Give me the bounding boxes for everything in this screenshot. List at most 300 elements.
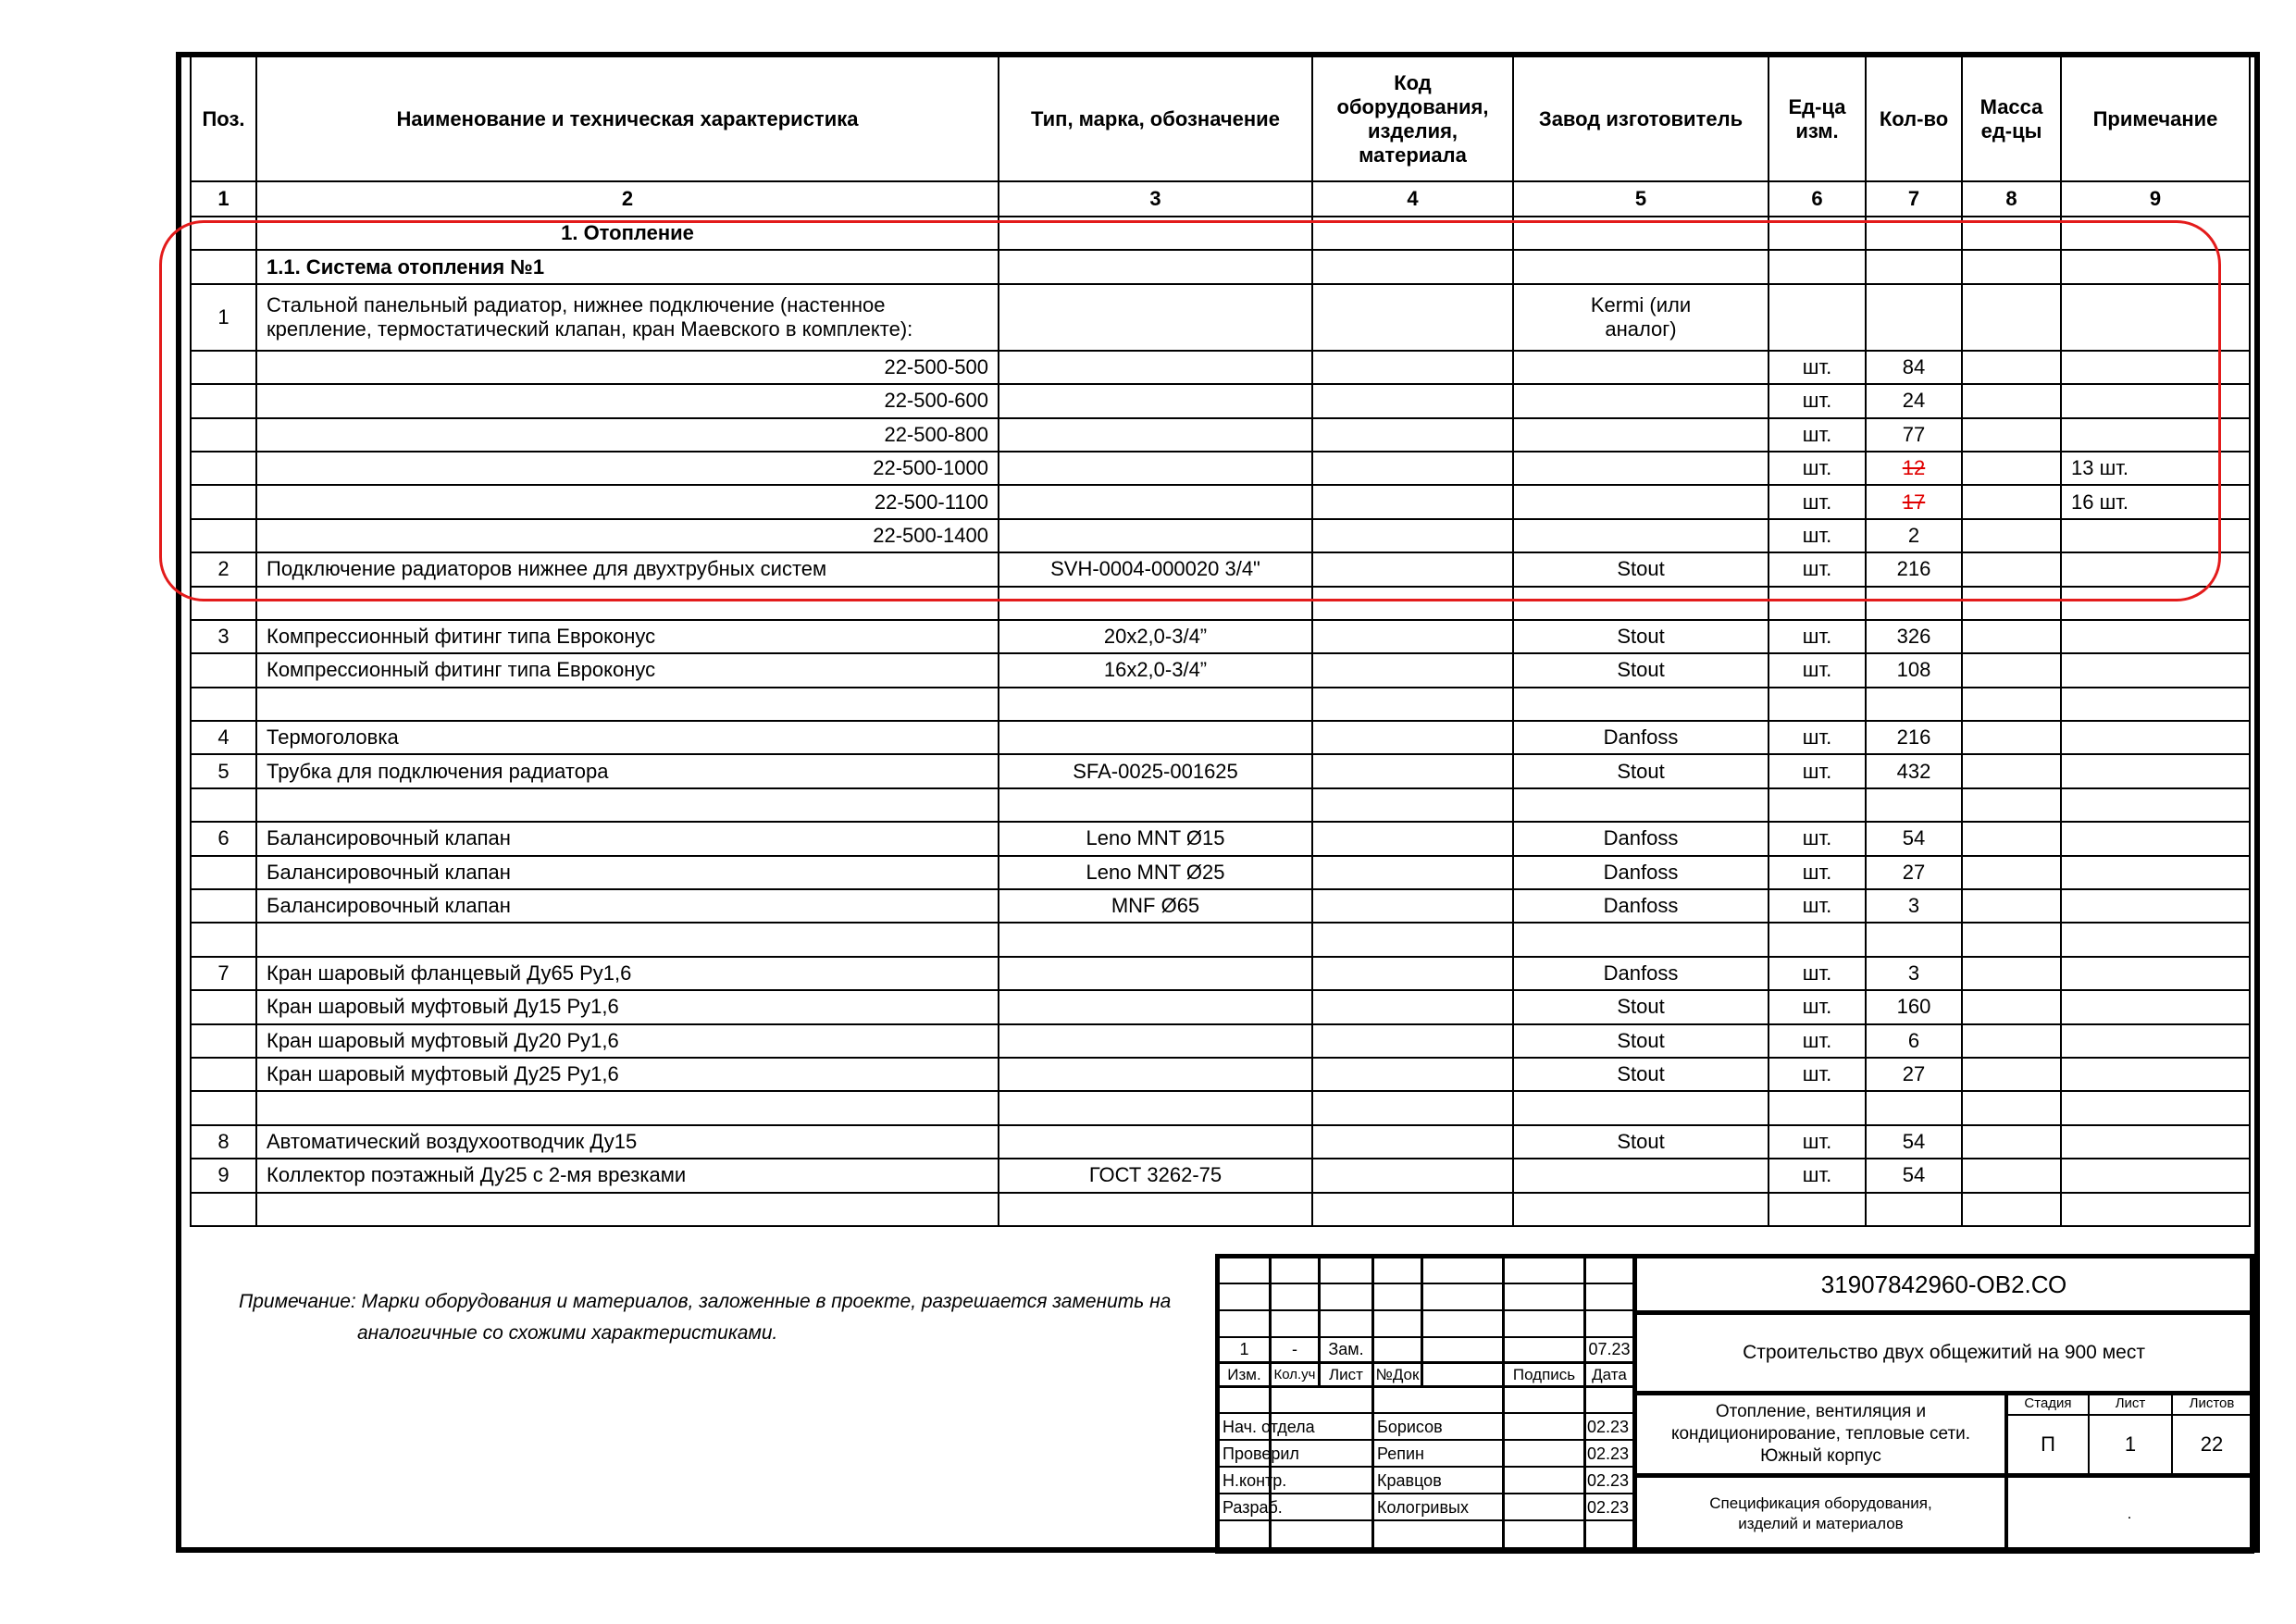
cell-unit: шт.	[1769, 351, 1866, 384]
cell-pos: 5	[191, 754, 256, 787]
cell-unit	[1769, 587, 1866, 620]
cell-mass	[1962, 250, 2061, 283]
cell-maker	[1513, 1193, 1769, 1226]
cell-code	[1312, 1024, 1513, 1058]
cell-mass	[1962, 284, 2061, 351]
cell-mass	[1962, 384, 2061, 417]
change-izm: 1	[1239, 1339, 1249, 1358]
table-row	[191, 250, 2250, 283]
cell-name: Стальной панельный радиатор, нижнее подключение (настенное крепление, термостатический клапан, кран Маевского в комплекте):	[256, 284, 999, 351]
cell-unit: шт.	[1769, 754, 1866, 787]
cell-code	[1312, 990, 1513, 1023]
signature-date: 02.23	[1586, 1444, 1629, 1463]
cell-note	[2061, 587, 2250, 620]
cell-name: Кран шаровый муфтовый Ду15 Ру1,6	[256, 990, 999, 1023]
cell-maker	[1513, 418, 1769, 452]
cell-qty	[1866, 587, 1962, 620]
cell-qty: 2	[1866, 519, 1962, 552]
cell-maker	[1513, 519, 1769, 552]
label-podpis: Подпись	[1512, 1366, 1576, 1383]
table-row	[191, 1159, 2250, 1192]
cell-type	[999, 519, 1312, 552]
cell-name	[256, 1193, 999, 1226]
cell-code	[1312, 217, 1513, 250]
cell-code	[1312, 923, 1513, 956]
table-row	[191, 620, 2250, 653]
cell-type	[999, 418, 1312, 452]
cell-code	[1312, 284, 1513, 351]
cell-note: 16 шт.	[2061, 485, 2250, 518]
cell-pos: 8	[191, 1125, 256, 1159]
cell-type	[999, 990, 1312, 1023]
cell-code	[1312, 1193, 1513, 1226]
cell-pos	[191, 889, 256, 923]
cell-unit: шт.	[1769, 485, 1866, 518]
cell-unit: шт.	[1769, 519, 1866, 552]
cell-pos: 6	[191, 822, 256, 855]
cell-pos	[191, 923, 256, 956]
cell-name: Балансировочный клапан	[256, 889, 999, 923]
cell-code	[1312, 452, 1513, 485]
table-row	[191, 1058, 2250, 1091]
cell-code	[1312, 822, 1513, 855]
cell-unit: шт.	[1769, 653, 1866, 687]
cell-mass	[1962, 587, 2061, 620]
cell-qty	[1866, 1193, 1962, 1226]
table-row	[191, 384, 2250, 417]
cell-unit: шт.	[1769, 418, 1866, 452]
cell-type	[999, 384, 1312, 417]
cell-maker: Danfoss	[1513, 721, 1769, 754]
cell-type: Leno MNT Ø15	[999, 822, 1312, 855]
cell-pos	[191, 1091, 256, 1124]
cell-type: ГОСТ 3262-75	[999, 1159, 1312, 1192]
cell-unit	[1769, 688, 1866, 721]
cell-qty	[1866, 688, 1962, 721]
cell-pos	[191, 452, 256, 485]
cell-unit	[1769, 284, 1866, 351]
cell-type: SFA-0025-001625	[999, 754, 1312, 787]
cell-unit: шт.	[1769, 1125, 1866, 1159]
cell-name: Коллектор поэтажный Ду25 с 2-мя врезками	[256, 1159, 999, 1192]
cell-maker	[1513, 351, 1769, 384]
cell-qty	[1866, 217, 1962, 250]
cell-pos	[191, 351, 256, 384]
cell-note	[2061, 889, 2250, 923]
cell-mass	[1962, 721, 2061, 754]
table-row	[191, 217, 2250, 250]
cell-mass	[1962, 957, 2061, 990]
table-row	[191, 284, 2250, 351]
cell-code	[1312, 856, 1513, 889]
cell-maker: Stout	[1513, 653, 1769, 687]
cell-qty: 216	[1866, 552, 1962, 586]
header-pos: Поз.	[191, 56, 256, 181]
cell-code	[1312, 688, 1513, 721]
cell-type	[999, 1193, 1312, 1226]
cell-maker	[1513, 923, 1769, 956]
specification-table	[190, 56, 2251, 1227]
cell-mass	[1962, 217, 2061, 250]
cell-name: 22-500-600	[256, 384, 999, 417]
cell-mass	[1962, 620, 2061, 653]
cell-mass	[1962, 688, 2061, 721]
cell-code	[1312, 1159, 1513, 1192]
cell-code	[1312, 552, 1513, 586]
header-mass: Масса ед-цы	[1962, 56, 2061, 181]
cell-code	[1312, 384, 1513, 417]
cell-unit: шт.	[1769, 822, 1866, 855]
section-title-line: Отопление, вентиляция и	[1715, 1402, 1927, 1421]
cell-code	[1312, 1125, 1513, 1159]
section-title-line: кондиционирование, тепловые сети.	[1670, 1424, 1971, 1444]
cell-mass	[1962, 754, 2061, 787]
cell-name: Кран шаровый фланцевый Ду65 Ру1,6	[256, 957, 999, 990]
cell-unit	[1769, 788, 1866, 822]
cell-type	[999, 788, 1312, 822]
cell-note	[2061, 990, 2250, 1023]
cell-pos	[191, 384, 256, 417]
cell-unit: шт.	[1769, 1058, 1866, 1091]
cell-pos: 4	[191, 721, 256, 754]
signature-name: Борисов	[1377, 1417, 1443, 1436]
cell-type: MNF Ø65	[999, 889, 1312, 923]
cell-unit: шт.	[1769, 620, 1866, 653]
cell-type	[999, 688, 1312, 721]
table-row	[191, 552, 2250, 586]
cell-mass	[1962, 418, 2061, 452]
signature-date: 02.23	[1586, 1470, 1629, 1490]
table-row	[191, 754, 2250, 787]
sheets-value: 22	[2200, 1432, 2224, 1456]
cell-qty	[1866, 250, 1962, 283]
cell-qty: 432	[1866, 754, 1962, 787]
signature-name: Кравцов	[1377, 1470, 1442, 1490]
cell-qty: 160	[1866, 990, 1962, 1023]
label-n-dok: №Док	[1375, 1366, 1420, 1383]
cell-code	[1312, 250, 1513, 283]
column-number-row	[191, 181, 2250, 217]
cell-qty: 24	[1866, 384, 1962, 417]
cell-type	[999, 721, 1312, 754]
cell-note: 13 шт.	[2061, 452, 2250, 485]
change-date: 07.23	[1588, 1339, 1631, 1358]
label-data: Дата	[1592, 1366, 1627, 1383]
cell-unit	[1769, 1193, 1866, 1226]
cell-maker	[1513, 250, 1769, 283]
cell-maker: Stout	[1513, 1125, 1769, 1159]
cell-pos	[191, 519, 256, 552]
cell-type	[999, 485, 1312, 518]
signature-role: Разраб.	[1222, 1497, 1283, 1517]
cell-type	[999, 1091, 1312, 1124]
cell-maker: Danfoss	[1513, 856, 1769, 889]
cell-unit	[1769, 217, 1866, 250]
header-code: Код оборудования, изделия, материала	[1312, 56, 1513, 181]
cell-note	[2061, 856, 2250, 889]
cell-note	[2061, 1159, 2250, 1192]
cell-name: 1.1. Система отопления №1	[256, 250, 999, 283]
cell-type: 20x2,0-3/4”	[999, 620, 1312, 653]
cell-code	[1312, 620, 1513, 653]
header-qty: Кол-во	[1866, 56, 1962, 181]
cell-maker	[1513, 788, 1769, 822]
cell-name: Кран шаровый муфтовый Ду25 Ру1,6	[256, 1058, 999, 1091]
header-name: Наименование и техническая характеристика	[256, 56, 999, 181]
cell-note	[2061, 923, 2250, 956]
cell-mass	[1962, 519, 2061, 552]
column-number: 8	[1962, 181, 2061, 217]
cell-maker: Stout	[1513, 552, 1769, 586]
cell-qty	[1866, 923, 1962, 956]
cell-name: Термоголовка	[256, 721, 999, 754]
cell-unit: шт.	[1769, 990, 1866, 1023]
cell-qty: 3	[1866, 957, 1962, 990]
cell-mass	[1962, 1024, 2061, 1058]
cell-maker: Danfoss	[1513, 889, 1769, 923]
cell-note	[2061, 653, 2250, 687]
cell-unit	[1769, 1091, 1866, 1124]
cell-qty: 108	[1866, 653, 1962, 687]
cell-qty	[1866, 452, 1962, 485]
document-code: 31907842960-ОВ2.СО	[1820, 1271, 2067, 1298]
label-izm: Изм.	[1227, 1366, 1261, 1383]
cell-qty: 326	[1866, 620, 1962, 653]
table-row	[191, 990, 2250, 1023]
header-unit: Ед-ца изм.	[1769, 56, 1866, 181]
cell-mass	[1962, 1159, 2061, 1192]
footnote-line-1: Примечание: Марки оборудования и материалов, заложенные в проекте, разрешается заменить на	[239, 1291, 1172, 1312]
cell-name	[256, 1091, 999, 1124]
column-number: 2	[256, 181, 999, 217]
cell-type: SVH-0004-000020 3/4"	[999, 552, 1312, 586]
cell-pos	[191, 688, 256, 721]
column-number: 5	[1513, 181, 1769, 217]
cell-pos: 1	[191, 284, 256, 351]
project-title: Строительство двух общежитий на 900 мест	[1743, 1342, 2145, 1363]
cell-mass	[1962, 653, 2061, 687]
cell-maker: Danfoss	[1513, 957, 1769, 990]
column-number: 1	[191, 181, 256, 217]
cell-mass	[1962, 1193, 2061, 1226]
cell-maker	[1513, 452, 1769, 485]
cell-code	[1312, 889, 1513, 923]
cell-pos	[191, 653, 256, 687]
table-row	[191, 418, 2250, 452]
cell-unit: шт.	[1769, 1024, 1866, 1058]
cell-maker	[1513, 485, 1769, 518]
signature-date: 02.23	[1586, 1497, 1629, 1517]
cell-qty: 84	[1866, 351, 1962, 384]
cell-unit: шт.	[1769, 856, 1866, 889]
cell-note	[2061, 384, 2250, 417]
cell-note	[2061, 1125, 2250, 1159]
cell-unit	[1769, 923, 1866, 956]
cell-maker: Stout	[1513, 620, 1769, 653]
sheets-label: Листов	[2189, 1395, 2235, 1411]
cell-name: Компрессионный фитинг типа Евроконус	[256, 620, 999, 653]
cell-name: Кран шаровый муфтовый Ду20 Ру1,6	[256, 1024, 999, 1058]
cell-name: Автоматический воздухоотводчик Ду15	[256, 1125, 999, 1159]
table-row	[191, 1193, 2250, 1226]
column-number: 3	[999, 181, 1312, 217]
cell-mass	[1962, 1058, 2061, 1091]
cell-pos	[191, 788, 256, 822]
change-kol-uch: -	[1292, 1339, 1297, 1358]
table-row	[191, 653, 2250, 687]
column-number: 4	[1312, 181, 1513, 217]
cell-type	[999, 452, 1312, 485]
cell-type	[999, 1125, 1312, 1159]
cell-maker: Kermi (или аналог)	[1513, 284, 1769, 351]
cell-maker	[1513, 688, 1769, 721]
signature-date: 02.23	[1586, 1417, 1629, 1436]
cell-type	[999, 1024, 1312, 1058]
table-row	[191, 856, 2250, 889]
cell-type	[999, 351, 1312, 384]
cell-note	[2061, 620, 2250, 653]
cell-pos	[191, 418, 256, 452]
cell-name	[256, 923, 999, 956]
cell-name	[256, 587, 999, 620]
cell-code	[1312, 957, 1513, 990]
cell-pos: 2	[191, 552, 256, 586]
sheet-value: 1	[2124, 1432, 2137, 1456]
cell-qty	[1866, 485, 1962, 518]
table-row	[191, 1091, 2250, 1124]
cell-pos: 9	[191, 1159, 256, 1192]
cell-type	[999, 957, 1312, 990]
cell-mass	[1962, 452, 2061, 485]
cell-note	[2061, 418, 2250, 452]
cell-code	[1312, 418, 1513, 452]
cell-mass	[1962, 990, 2061, 1023]
cell-mass	[1962, 485, 2061, 518]
cell-qty: 3	[1866, 889, 1962, 923]
cell-unit	[1769, 250, 1866, 283]
sheet-title	[1637, 1478, 2004, 1549]
cell-code	[1312, 1058, 1513, 1091]
cell-code	[1312, 519, 1513, 552]
cell-mass	[1962, 856, 2061, 889]
cell-pos	[191, 485, 256, 518]
table-row	[191, 452, 2250, 485]
cell-maker: Danfoss	[1513, 822, 1769, 855]
header-type: Тип, марка, обозначение	[999, 56, 1312, 181]
cell-note	[2061, 519, 2250, 552]
table-row	[191, 822, 2250, 855]
table-row	[191, 485, 2250, 518]
cell-note	[2061, 788, 2250, 822]
signature-role: Н.контр.	[1222, 1470, 1287, 1490]
cell-note	[2061, 957, 2250, 990]
cell-mass	[1962, 923, 2061, 956]
cell-note	[2061, 284, 2250, 351]
cell-mass	[1962, 889, 2061, 923]
cell-note	[2061, 1193, 2250, 1226]
cell-qty: 54	[1866, 1159, 1962, 1192]
cell-code	[1312, 587, 1513, 620]
change-n-dok	[1374, 1336, 1421, 1361]
signature-role: Нач. отдела	[1222, 1417, 1315, 1436]
cell-name: Компрессионный фитинг типа Евроконус	[256, 653, 999, 687]
column-number: 9	[2061, 181, 2250, 217]
cell-type	[999, 217, 1312, 250]
cell-note	[2061, 721, 2250, 754]
cell-name: 22-500-500	[256, 351, 999, 384]
label-list: Лист	[1329, 1366, 1363, 1383]
cell-name	[256, 788, 999, 822]
cell-code	[1312, 653, 1513, 687]
cell-unit: шт.	[1769, 721, 1866, 754]
stage-value: П	[2041, 1432, 2055, 1456]
cell-qty	[1866, 1091, 1962, 1124]
cell-unit: шт.	[1769, 889, 1866, 923]
column-number: 7	[1866, 181, 1962, 217]
footnote	[239, 1286, 1173, 1349]
cell-unit: шт.	[1769, 1159, 1866, 1192]
cell-qty: 27	[1866, 856, 1962, 889]
cell-mass	[1962, 822, 2061, 855]
label-kol-uch: Кол.уч	[1273, 1367, 1316, 1382]
sheet-title-line: изделий и материалов	[1738, 1514, 1904, 1532]
cell-name: Балансировочный клапан	[256, 856, 999, 889]
cell-maker	[1513, 384, 1769, 417]
table-body	[191, 217, 2250, 1226]
table-row	[191, 721, 2250, 754]
cell-qty: 54	[1866, 1125, 1962, 1159]
cell-qty: 27	[1866, 1058, 1962, 1091]
cell-name: 22-500-1400	[256, 519, 999, 552]
cell-unit: шт.	[1769, 384, 1866, 417]
table-row	[191, 1125, 2250, 1159]
cell-maker: Stout	[1513, 1058, 1769, 1091]
cell-pos	[191, 1193, 256, 1226]
change-podpis	[1423, 1336, 1502, 1361]
cell-type	[999, 1058, 1312, 1091]
cell-pos	[191, 217, 256, 250]
signature-role: Проверил	[1222, 1444, 1299, 1463]
cell-pos	[191, 250, 256, 283]
cell-maker: Stout	[1513, 754, 1769, 787]
section-title-line: Южный корпус	[1760, 1446, 1881, 1466]
cell-pos	[191, 587, 256, 620]
cell-note	[2061, 822, 2250, 855]
table-row	[191, 923, 2250, 956]
header-note: Примечание	[2061, 56, 2250, 181]
table-row	[191, 688, 2250, 721]
organization: .	[2127, 1504, 2132, 1522]
sheet-label: Лист	[2115, 1395, 2146, 1411]
cell-maker	[1513, 1091, 1769, 1124]
cell-pos	[191, 1058, 256, 1091]
cell-mass	[1962, 351, 2061, 384]
cell-code	[1312, 1091, 1513, 1124]
header-row	[191, 56, 2250, 181]
cell-type	[999, 250, 1312, 283]
cell-unit: шт.	[1769, 452, 1866, 485]
cell-code	[1312, 788, 1513, 822]
cell-note	[2061, 688, 2250, 721]
cell-name: 22-500-1000	[256, 452, 999, 485]
cell-type: Leno MNT Ø25	[999, 856, 1312, 889]
cell-type	[999, 284, 1312, 351]
cell-mass	[1962, 788, 2061, 822]
cell-note	[2061, 754, 2250, 787]
cell-name: Трубка для подключения радиатора	[256, 754, 999, 787]
cell-mass	[1962, 552, 2061, 586]
cell-note	[2061, 1058, 2250, 1091]
